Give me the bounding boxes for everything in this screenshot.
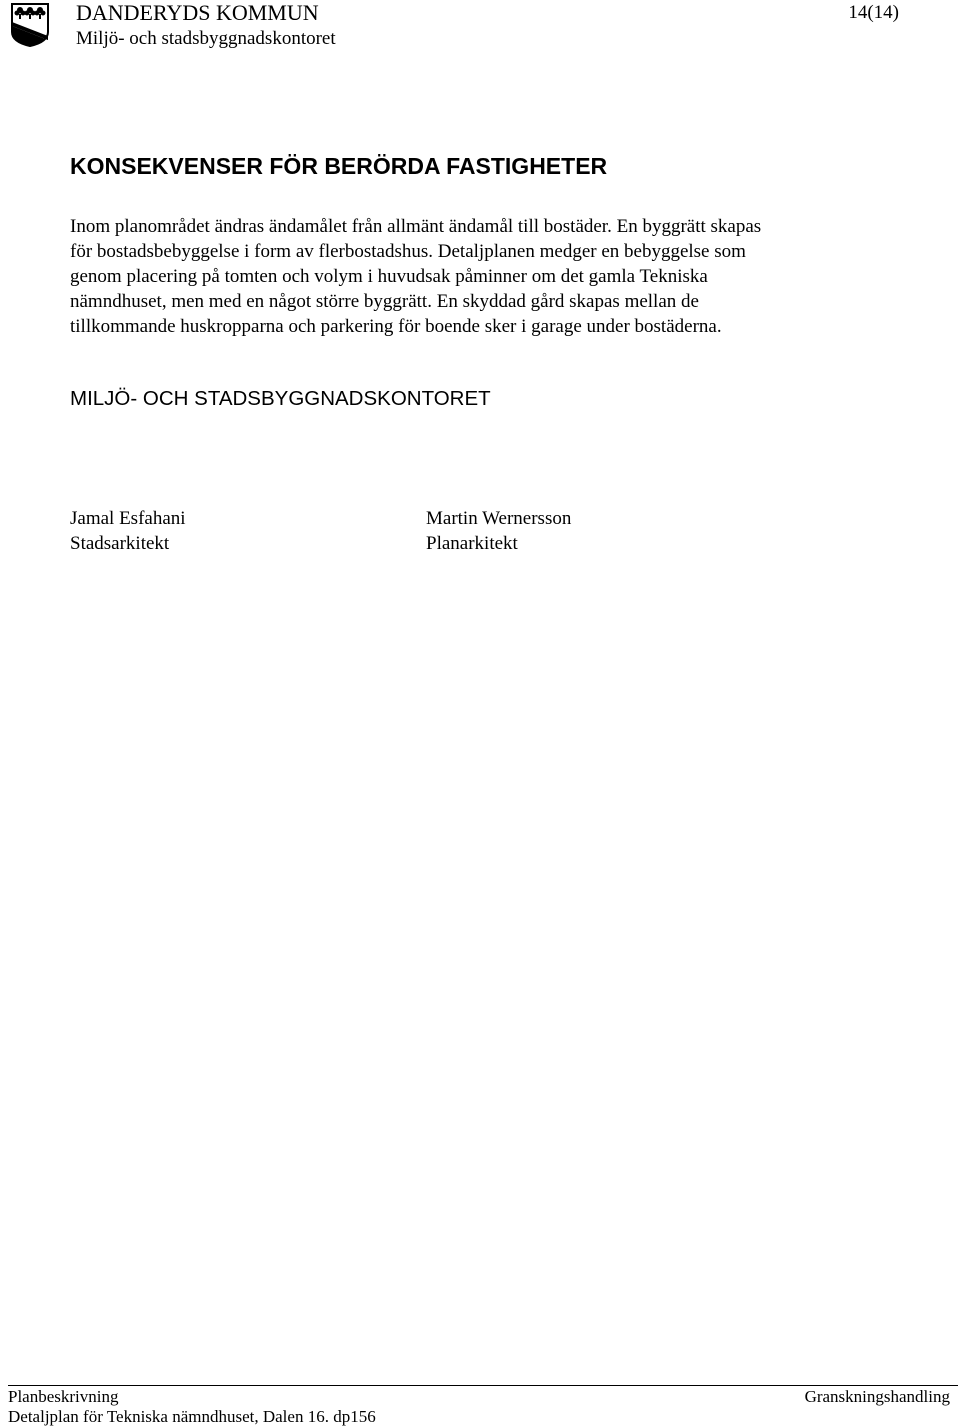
body-paragraph [70, 214, 890, 339]
paragraph-line: genom placering på tomten och volym i huvudsak påminner om det gamla Tekniska [70, 266, 708, 287]
section-heading: KONSEKVENSER FÖR BERÖRDA FASTIGHETER [70, 153, 608, 179]
footer-doc-type: Planbeskrivning [8, 1387, 119, 1406]
office-name: MILJÖ- OCH STADSBYGGNADSKONTORET [70, 387, 491, 410]
signer-title: Planarkitekt [426, 533, 518, 554]
footer-divider [8, 1385, 958, 1386]
organization-name: DANDERYDS KOMMUN [76, 0, 319, 25]
signer-name: Martin Wernersson [426, 508, 572, 529]
signer-name: Jamal Esfahani [70, 508, 186, 529]
paragraph-line: tillkommande huskropparna och parkering för boende sker i garage under bostäderna. [70, 316, 722, 337]
paragraph-line: Inom planområdet ändras ändamålet från allmänt ändamål till bostäder. En byggrätt skapas [70, 216, 762, 237]
signature-block [426, 506, 571, 556]
signer-title: Stadsarkitekt [70, 533, 170, 554]
paragraph-line: nämndhuset, men med en något större byggrätt. En skyddad gård skapas mellan de [70, 291, 699, 312]
footer-status: Granskningshandling [804, 1387, 950, 1406]
department-name: Miljö- och stadsbyggnadskontoret [76, 28, 336, 49]
footer-doc-title: Detaljplan för Tekniska nämndhuset, Dalen 16. dp156 [8, 1407, 376, 1426]
paragraph-line: för bostadsbebyggelse i form av flerbostadshus. Detaljplanen medger en bebyggelse som [70, 241, 746, 262]
page-number: 14(14) [848, 2, 899, 23]
municipal-coat-of-arms-icon [10, 2, 50, 48]
signature-block [70, 506, 186, 556]
